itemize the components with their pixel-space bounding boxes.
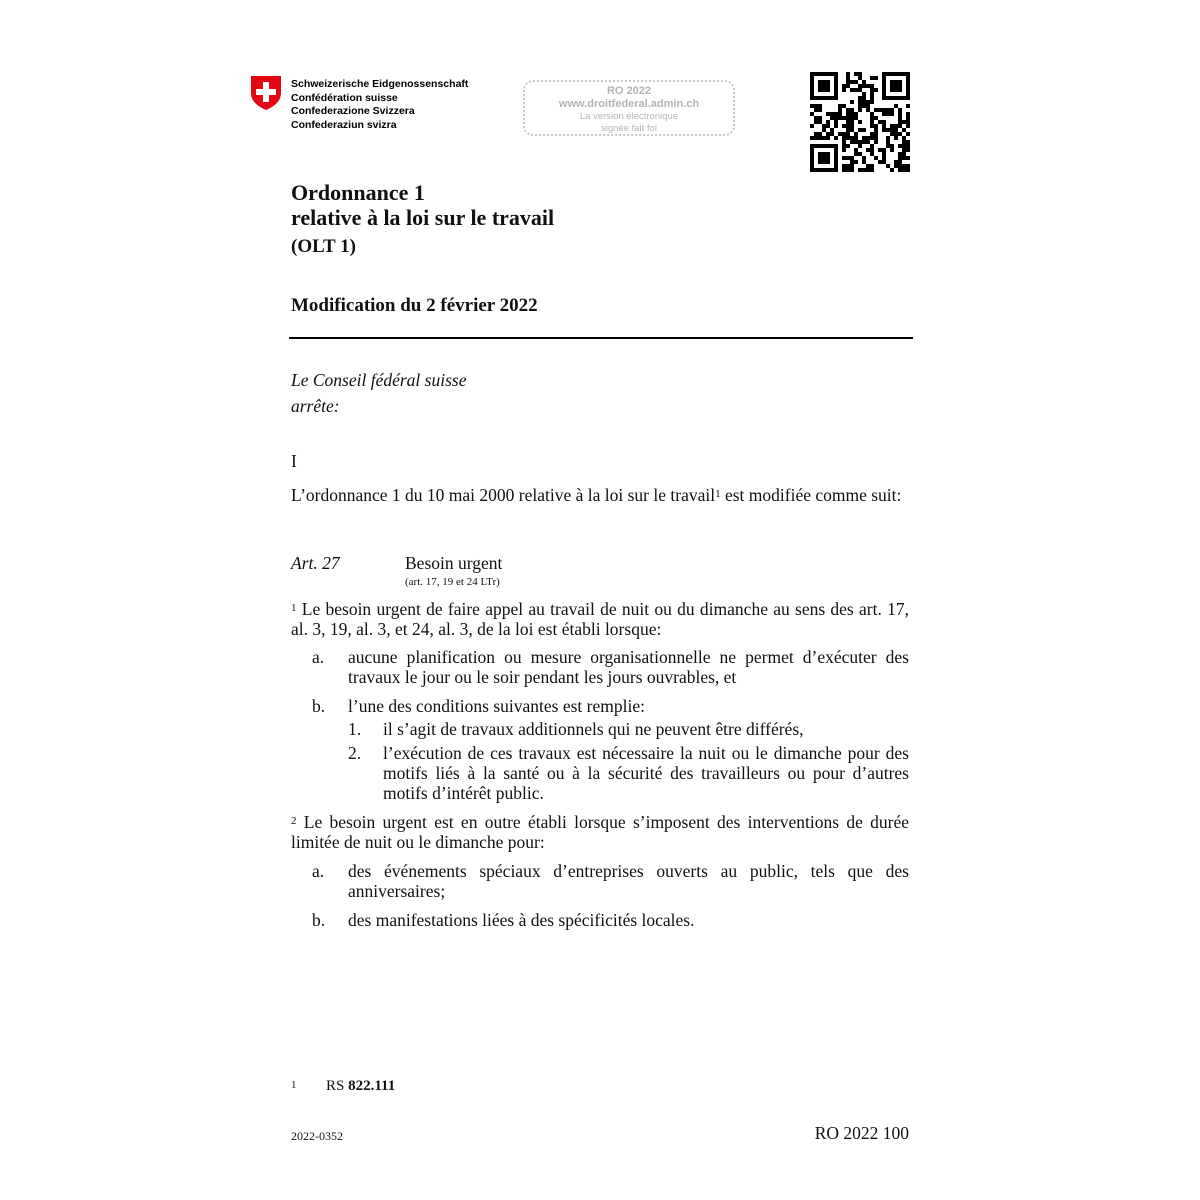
title-abbreviation: (OLT 1)	[291, 236, 356, 257]
footnote-text	[326, 1078, 395, 1095]
paragraph-2-text	[291, 812, 909, 852]
intro-footnote-ref: 1	[715, 488, 721, 500]
paragraph-1-text	[291, 599, 909, 639]
list-item-label: b.	[312, 696, 326, 716]
list-item	[291, 647, 909, 687]
list-item	[291, 696, 909, 716]
section-intro	[291, 485, 909, 505]
article-paragraph-2	[291, 812, 909, 930]
title-divider	[289, 337, 913, 339]
preamble	[291, 367, 466, 419]
sub-list-item-text: il s’agit de travaux additionnels qui ne peuvent être différés,	[383, 719, 804, 739]
document-title	[291, 180, 554, 230]
paragraph-2-body: Le besoin urgent est en outre établi lorsque s’imposent des interventions de durée limitée de nuit ou le dimanche pour:	[291, 812, 909, 852]
article-number: Art. 27	[291, 553, 340, 573]
title-line-2: relative à la loi sur le travail	[291, 205, 555, 230]
sub-list-item-text: l’exécution de ces travaux est nécessaire la nuit ou le dimanche pour des motifs liés à la santé ou à la sécurité des travailleurs ou pour d’autres motifs d’intérêt public.	[383, 743, 909, 803]
preamble-issuer: Le Conseil fédéral suisse	[291, 370, 467, 390]
confederation-name-fr: Confédération suisse	[291, 91, 398, 104]
list-item-text: l’une des conditions suivantes est remplie:	[348, 696, 645, 716]
document-id: 2022-0352	[291, 1129, 343, 1143]
article-reference: (art. 17, 19 et 24 LTr)	[405, 576, 500, 588]
list-item-label: a.	[312, 861, 325, 881]
list-item	[291, 910, 909, 930]
sub-list-item	[291, 719, 909, 739]
stamp-note-1: La version électronique	[579, 111, 679, 122]
intro-text-after: est modifiée comme suit:	[720, 485, 902, 505]
footnote-reference: 822.111	[348, 1078, 396, 1094]
list-item	[291, 861, 909, 901]
sub-list-item-label: 2.	[348, 743, 362, 763]
paragraph-1-number: 1	[291, 602, 297, 614]
qr-code-icon	[810, 72, 910, 172]
confederation-name-de: Schweizerische Eidgenossenschaft	[291, 78, 469, 90]
stamp-ro-year: RO 2022	[606, 85, 652, 97]
electronic-signature-stamp	[523, 80, 735, 136]
ro-reference: RO 2022 100	[814, 1123, 909, 1143]
title-line-1: Ordonnance 1	[291, 180, 425, 205]
footnote-number: 1	[291, 1079, 297, 1091]
modification-date: Modification du 2 février 2022	[291, 295, 538, 316]
preamble-decrees: arrête:	[291, 396, 340, 416]
stamp-url: www.droitfederal.admin.ch	[558, 98, 700, 110]
confederation-name-it: Confederazione Svizzera	[291, 105, 415, 117]
list-item-label: b.	[312, 910, 326, 930]
list-item-text: des événements spéciaux d’entreprises ouverts au public, tels que des anniversaires;	[348, 861, 909, 901]
sub-list-item-label: 1.	[348, 719, 362, 739]
sub-list-item	[291, 743, 909, 803]
intro-text-before: L’ordonnance 1 du 10 mai 2000 relative à la loi sur le travail	[291, 485, 716, 505]
swiss-flag-icon	[251, 76, 281, 110]
article-paragraph-1	[291, 599, 909, 803]
paragraph-2-number: 2	[291, 815, 297, 827]
confederation-name-rm: Confederaziun svizra	[291, 118, 397, 131]
list-item-label: a.	[312, 647, 325, 667]
footnote-prefix: RS	[326, 1078, 349, 1094]
section-numeral: I	[291, 451, 297, 471]
paragraph-1-body: Le besoin urgent de faire appel au travail de nuit ou du dimanche au sens des art. 17, al. 3, 19, al. 3, et 24, al. 3, de la loi est établi lorsque:	[291, 599, 909, 639]
list-item-text: des manifestations liées à des spécificités locales.	[348, 910, 695, 930]
article-title: Besoin urgent	[405, 553, 503, 573]
confederation-names	[291, 78, 468, 132]
stamp-note-2: signée fait foi	[601, 122, 657, 134]
list-item-text: aucune planification ou mesure organisationnelle ne permet d’exécuter des travaux le jour ou le soir pendant les jours ouvrables, et	[348, 647, 909, 687]
